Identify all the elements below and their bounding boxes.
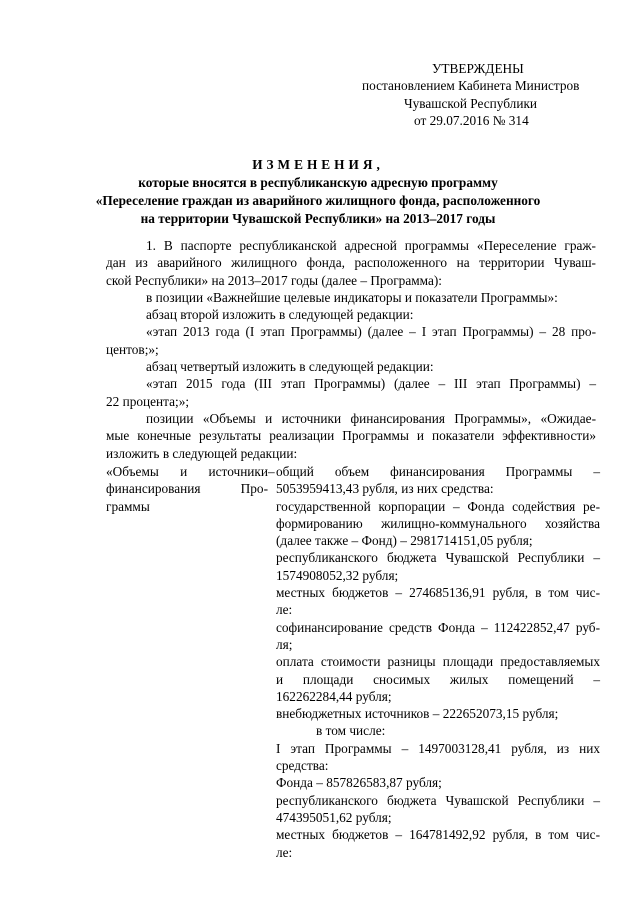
heading-main: ИЗМЕНЕНИЯ, [252,157,384,172]
financing-line: софинансирование средств Фонда – 112422852,47 руб- [276,619,600,635]
financing-line: средства: [276,758,329,774]
financing-details [276,463,600,861]
paragraph-6-line-1: «этап 2015 года (III этап Программы) (далее – III этап Программы) – [146,376,596,392]
financing-line: I этап Программы – 1497003128,41 рубля, из них [276,740,600,756]
financing-line: 1574908052,32 рубля; [276,567,399,583]
heading-line-1: которые вносятся в республиканскую адресную программу [138,175,498,190]
financing-line: Фонда – 857826583,87 рубля; [276,775,442,791]
financing-line: местных бюджетов – 274685136,91 рубля, в том чис- [276,585,600,601]
financing-label-line-3: граммы [106,498,150,514]
paragraph-3: абзац второй изложить в следующей редакции: [146,307,414,323]
paragraph-7-line-2: мые конечные результаты реализации Программы и показатели эффективности» [106,428,596,444]
paragraph-5: абзац четвертый изложить в следующей редакции: [146,359,434,375]
paragraph-1-line-3: ской Республики» на 2013–2017 годы (далее – Программа): [106,272,442,288]
financing-line: ле: [276,844,293,860]
paragraph-2: в позиции «Важнейшие целевые индикаторы и показатели Программы»: [146,289,558,305]
financing-line: 5053959413,43 рубля, из них средства: [276,481,494,497]
paragraph-6-line-2: 22 процента;»; [106,393,190,409]
heading-line-3: на территории Чувашской Республики» на 2013–2017 годы [140,211,496,226]
financing-line: ле: [276,602,293,618]
financing-line: формированию жилищно-коммунального хозяйства [276,515,600,531]
paragraph-1-line-2: дан из аварийного жилищного фонда, расположенного на территории Чуваш- [106,255,596,271]
paragraph-7-line-1: позиции «Объемы и источники финансирования Программы», «Ожидае- [146,410,596,426]
approval-line-1: постановлением Кабинета Министров [362,78,580,94]
document-heading [88,156,548,228]
financing-line: оплата стоимости разницы площади предоставляемых [276,654,600,670]
approval-title: УТВЕРЖДЕНЫ [432,61,524,76]
approval-line-2: Чувашской Республики [404,95,538,111]
financing-line: в том числе: [316,723,386,739]
approval-line-3: от 29.07.2016 № 314 [414,112,529,128]
financing-label-line-1: «Объемы и источники [106,464,268,479]
paragraph-1-line-1: 1. В паспорте республиканской адресной программы «Переселение граж- [146,238,596,253]
financing-line: государственной корпорации – Фонда содействия ре- [276,498,600,514]
paragraph-4-line-1: «этап 2013 года (I этап Программы) (далее – I этап Программы) – 28 про- [146,324,596,340]
financing-line: республиканского бюджета Чувашской Республики – [276,550,600,566]
financing-dash: – [268,464,275,479]
financing-table [106,463,600,861]
financing-line: 162262284,44 рубля; [276,688,392,704]
financing-line: общий объем финансирования Программы – [276,464,600,479]
financing-line: (далее также – Фонд) – 2981714151,05 рубля; [276,533,533,549]
financing-line: внебюджетных источников – 222652073,15 рубля; [276,706,559,722]
financing-line: республиканского бюджета Чувашской Республики – [276,792,600,808]
heading-line-2: «Переселение граждан из аварийного жилищного фонда, расположенного [95,193,541,208]
paragraph-4-line-2: центов;»; [106,341,159,357]
financing-label [106,463,268,861]
approval-block [362,60,612,129]
financing-line: ля; [276,636,293,652]
financing-line: 474395051,62 рубля; [276,809,392,825]
financing-line: местных бюджетов – 164781492,92 рубля, в том чис- [276,827,600,843]
financing-label-line-2: финансирования Про- [106,481,268,497]
financing-line: и площади сносимых жилых помещений – [276,671,600,687]
document-body [106,237,596,462]
financing-row [106,463,600,861]
paragraph-7-line-3: изложить в следующей редакции: [106,445,298,461]
